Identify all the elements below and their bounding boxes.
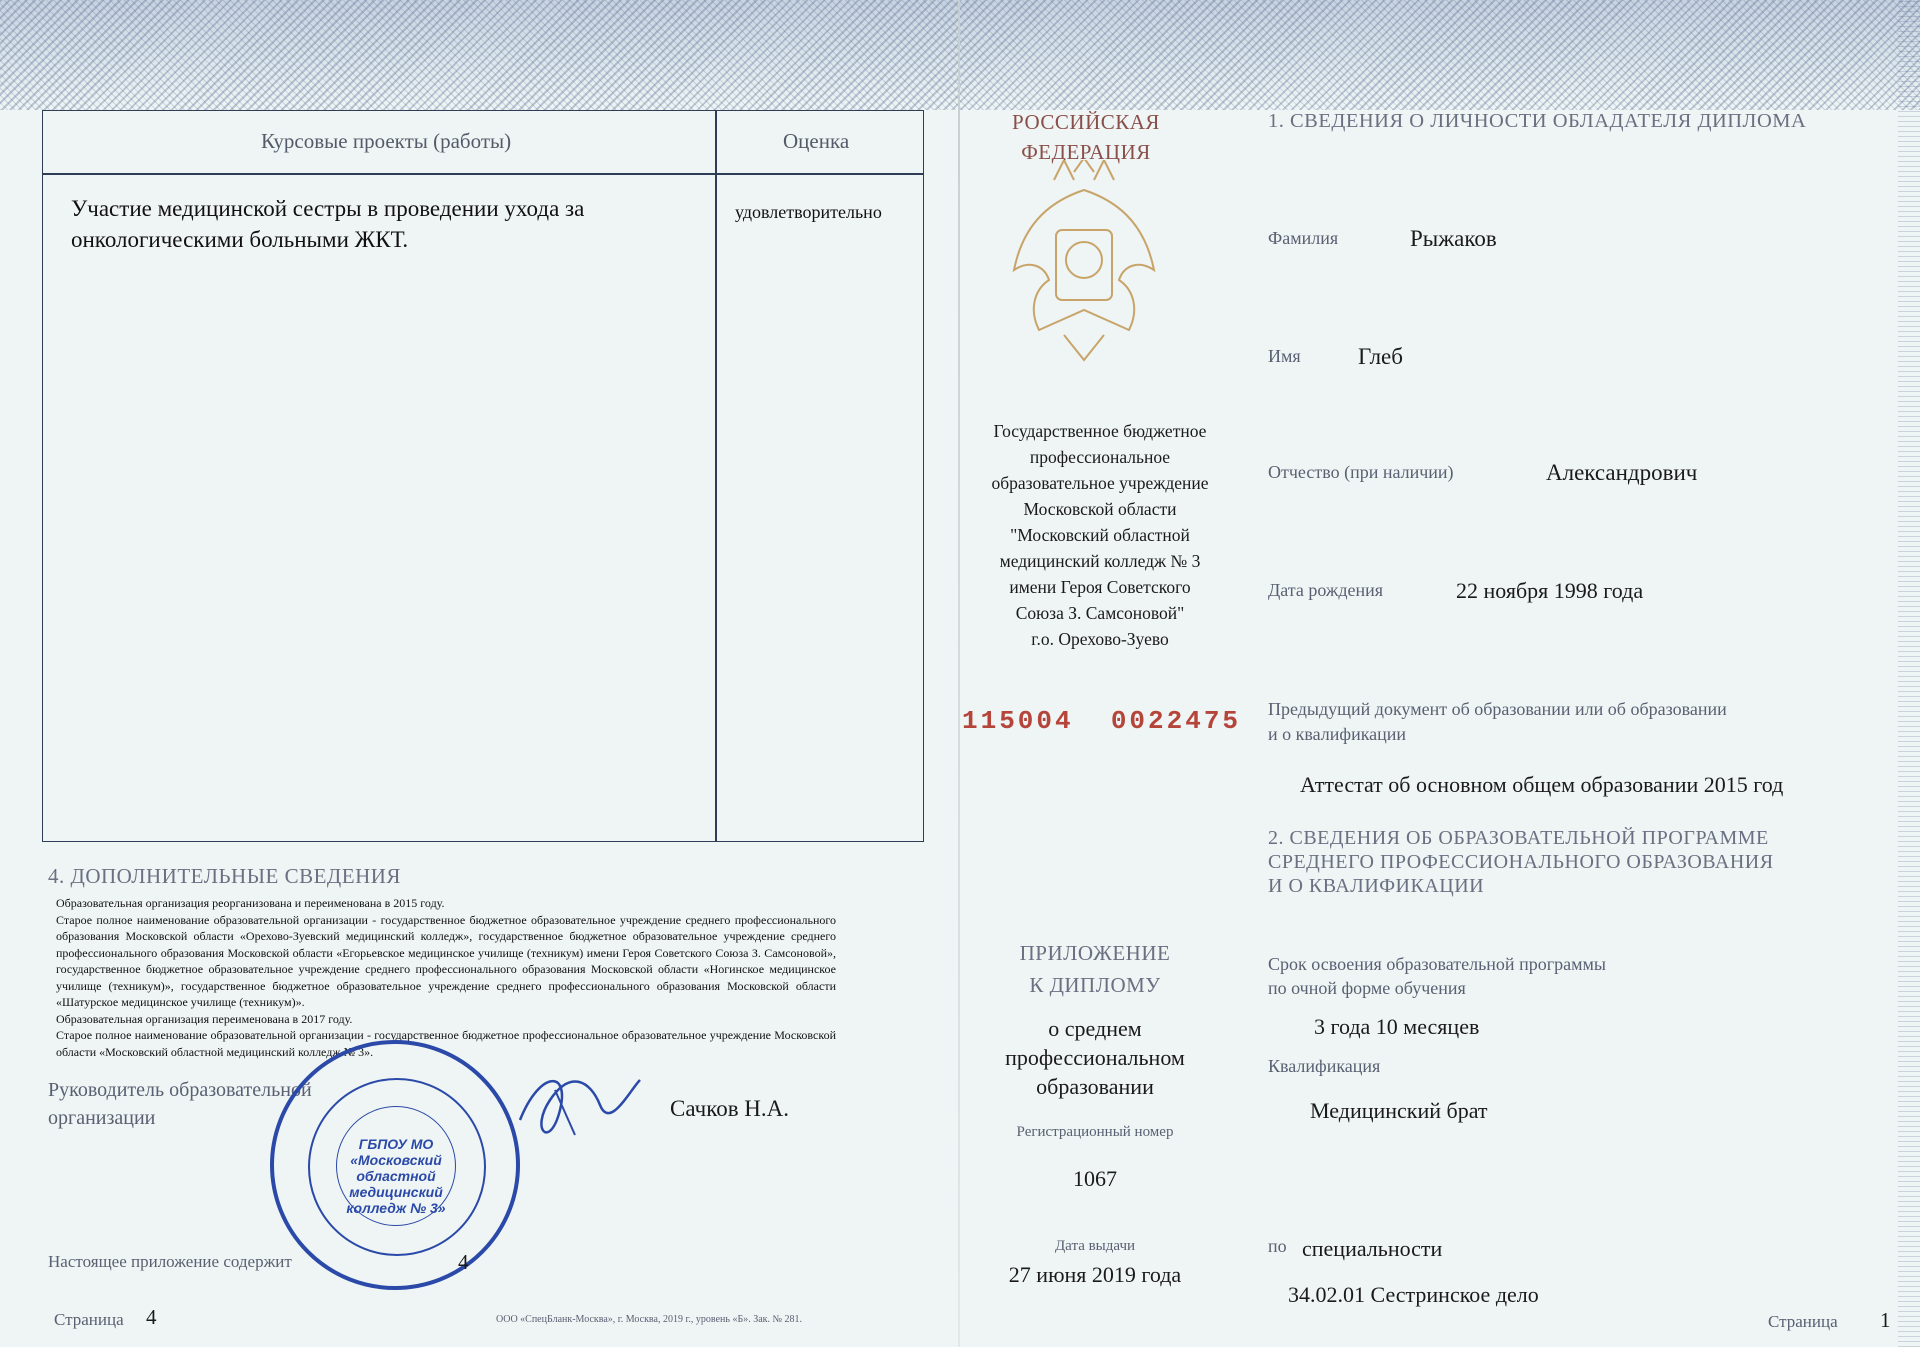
country-line: ФЕДЕРАЦИЯ xyxy=(1021,140,1151,164)
col-grade-header: Оценка xyxy=(783,129,850,153)
specialty-word: специальности xyxy=(1302,1236,1443,1261)
level-line: образовании xyxy=(1036,1074,1154,1099)
institution-line: имени Героя Советского xyxy=(1009,577,1191,597)
section4-title: 4. ДОПОЛНИТЕЛЬНЫЕ СВЕДЕНИЯ xyxy=(48,864,401,888)
page-number-right: 1 xyxy=(1880,1308,1891,1332)
head-label-line: организации xyxy=(48,1107,156,1129)
qualification-value: Медицинский брат xyxy=(1310,1098,1488,1123)
additional-info xyxy=(56,895,836,1060)
pages-label: Настоящее приложение содержит xyxy=(48,1252,292,1271)
page-label-right: Страница xyxy=(1768,1312,1838,1331)
level-line: профессиональном xyxy=(1005,1045,1185,1070)
course-projects-table xyxy=(42,110,924,842)
prev-doc-value: Аттестат об основном общем образовании 2015 год xyxy=(1300,772,1784,797)
prev-doc-label-line: Предыдущий документ об образовании или об образовании xyxy=(1268,699,1727,719)
head-label xyxy=(48,1076,312,1132)
issue-date-label: Дата выдачи xyxy=(1054,1238,1136,1254)
level-line: о среднем xyxy=(1048,1016,1142,1041)
institution-line: г.о. Орехово-Зуево xyxy=(1031,629,1169,649)
institution-line: "Московский областной xyxy=(1010,525,1190,545)
head-label-line: Руководитель образовательной xyxy=(48,1079,312,1101)
info-paragraph: Образовательная организация реорганизована и переименована в 2015 году. xyxy=(56,896,445,910)
section2-line: И О КВАЛИФИКАЦИИ xyxy=(1268,875,1485,897)
education-level xyxy=(980,1014,1210,1101)
coat-of-arms-icon xyxy=(994,160,1174,370)
security-border xyxy=(0,0,1920,110)
institution-line: образовательное учреждение xyxy=(991,473,1209,493)
page-number-left: 4 xyxy=(146,1305,157,1329)
institution-line: Союза З. Самсоновой" xyxy=(1015,603,1185,623)
project-title-cell: Участие медицинской сестры в проведении ухода за онкологическими больными ЖКТ. xyxy=(71,196,585,252)
page-label-left: Страница xyxy=(54,1310,124,1329)
reg-number-label: Регистрационный номер xyxy=(1016,1124,1174,1140)
institution-line: профессиональное xyxy=(1029,447,1171,467)
serial-number: 115004 0022475 xyxy=(962,706,1242,736)
stamp-text: ГБПОУ МО «Московский областной медицинский колледж № 3» xyxy=(346,1136,446,1216)
section1-title: 1. СВЕДЕНИЯ О ЛИЧНОСТИ ОБЛАДАТЕЛЯ ДИПЛОМА xyxy=(1268,110,1807,132)
section2-line: СРЕДНЕГО ПРОФЕССИОНАЛЬНОГО ОБРАЗОВАНИЯ xyxy=(1268,851,1774,873)
qualification-label: Квалификация xyxy=(1268,1056,1381,1076)
section2-line: 2. СВЕДЕНИЯ ОБ ОБРАЗОВАТЕЛЬНОЙ ПРОГРАММЕ xyxy=(1268,827,1769,849)
institution-line: Московской области xyxy=(1023,499,1177,519)
prev-doc-label-line: и о квалификации xyxy=(1268,724,1407,744)
duration-label xyxy=(1268,952,1606,1000)
prev-doc-label xyxy=(1268,697,1727,747)
country-line: РОССИЙСКАЯ xyxy=(1012,110,1160,134)
name-value: Глеб xyxy=(1358,344,1403,369)
table-column-divider xyxy=(715,111,717,841)
info-paragraph: Старое полное наименование образовательной организации - государственное бюджетное профессиональное образовательное учреждение Московской области «Московский областной медицинский колледж № 3». xyxy=(56,1028,836,1059)
issue-date: 27 июня 2019 года xyxy=(1008,1262,1182,1287)
appendix-title xyxy=(990,937,1200,1001)
grade-cell: удовлетворительно xyxy=(735,202,882,222)
appendix-line: К ДИПЛОМУ xyxy=(1029,973,1161,997)
surname-value: Рыжаков xyxy=(1410,226,1497,251)
official-stamp xyxy=(270,1040,520,1290)
specialty-value: 34.02.01 Сестринское дело xyxy=(1288,1282,1539,1307)
reg-number: 1067 xyxy=(1073,1166,1117,1191)
info-paragraph: Старое полное наименование образовательной организации - государственное бюджетное образовательное учреждение среднего профессионального образования Московской области «Орехово-Зуевский медицинский колледж», государственное бюджетное образовательное учреждение среднего профессионального образования Московской области «Егорьевское медицинское училище (техникум) имени Героя Советского Союза З. Самсоновой», государственное бюджетное образовательное учреждение среднего профессионального образования Московской области «Ногинское медицинское училище (техникум)», государственное бюджетное образовательное учреждение среднего профессионального образования Московской области «Шатурское медицинское училище (техникум)». xyxy=(56,912,836,1009)
birth-date-value: 22 ноября 1998 года xyxy=(1456,578,1644,603)
duration-value: 3 года 10 месяцев xyxy=(1314,1014,1480,1039)
institution-name xyxy=(960,418,1240,652)
signature xyxy=(500,1060,650,1150)
birth-date-label: Дата рождения xyxy=(1268,580,1384,600)
patronymic-value: Александрович xyxy=(1546,460,1698,485)
by-label: по xyxy=(1268,1236,1287,1256)
head-name: Сачков Н.А. xyxy=(670,1096,790,1121)
security-edge xyxy=(1898,0,1920,1347)
institution-line: медицинский колледж № 3 xyxy=(999,551,1201,571)
appendix-line: ПРИЛОЖЕНИЕ xyxy=(1019,941,1171,965)
patronymic-label: Отчество (при наличии) xyxy=(1268,462,1454,482)
surname-label: Фамилия xyxy=(1268,228,1339,248)
institution-line: Государственное бюджетное xyxy=(993,421,1207,441)
country-title xyxy=(986,107,1186,167)
section2-title xyxy=(1268,826,1774,898)
duration-label-line: Срок освоения образовательной программы xyxy=(1268,954,1606,974)
name-label: Имя xyxy=(1268,346,1301,366)
info-paragraph: Образовательная организация переименована в 2017 году. xyxy=(56,1011,353,1026)
duration-label-line: по очной форме обучения xyxy=(1268,978,1466,998)
pages-count: 4 xyxy=(458,1250,469,1274)
page-fold xyxy=(958,0,960,1347)
table-header-divider xyxy=(43,173,923,175)
printer-info: ООО «СпецБланк-Москва», г. Москва, 2019 г., уровень «Б». Зак. № 281. xyxy=(496,1314,803,1325)
col-projects-header: Курсовые проекты (работы) xyxy=(261,129,512,153)
